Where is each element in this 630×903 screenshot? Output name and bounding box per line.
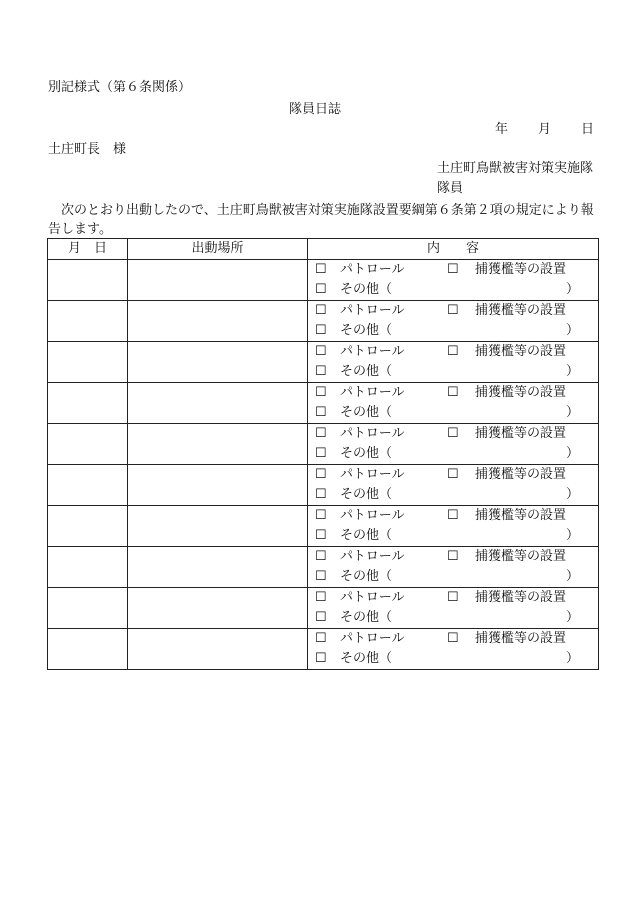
date-year-label: 年 xyxy=(494,122,508,137)
content-cell xyxy=(308,588,599,629)
table-row xyxy=(48,383,599,424)
trap-label: 捕獲檻等の設置 xyxy=(475,262,567,277)
content-line-1 xyxy=(308,383,598,403)
content-cell xyxy=(308,506,599,547)
column-header-content: 内 容 xyxy=(308,239,599,260)
other-label: その他（ xyxy=(340,610,393,625)
content-line-1 xyxy=(308,588,598,608)
column-header-date: 月 日 xyxy=(48,239,128,260)
other-label: その他（ xyxy=(340,405,393,420)
trap-label: 捕獲檻等の設置 xyxy=(475,508,567,523)
date-cell[interactable] xyxy=(48,301,128,342)
table-row xyxy=(48,424,599,465)
patrol-label: パトロール xyxy=(340,631,405,646)
other-checkbox[interactable]: ☐ xyxy=(315,651,327,666)
form-type-label: 別記様式（第６条関係） xyxy=(48,80,192,95)
content-line-2 xyxy=(308,485,598,505)
patrol-label: パトロール xyxy=(340,426,405,441)
date-line xyxy=(465,122,594,138)
other-close-paren: ） xyxy=(566,282,580,297)
other-close-paren: ） xyxy=(566,405,580,420)
patrol-label: パトロール xyxy=(340,549,405,564)
date-cell[interactable] xyxy=(48,588,128,629)
patrol-checkbox[interactable]: ☐ xyxy=(315,262,327,277)
content-line-2 xyxy=(308,362,598,382)
place-cell[interactable] xyxy=(128,465,308,506)
patrol-checkbox[interactable]: ☐ xyxy=(315,508,327,523)
other-close-paren: ） xyxy=(566,323,580,338)
other-checkbox[interactable]: ☐ xyxy=(315,323,327,338)
date-cell[interactable] xyxy=(48,465,128,506)
place-cell[interactable] xyxy=(128,342,308,383)
content-line-1 xyxy=(308,629,598,649)
patrol-checkbox[interactable]: ☐ xyxy=(315,385,327,400)
patrol-label: パトロール xyxy=(340,385,405,400)
other-close-paren: ） xyxy=(566,651,580,666)
place-cell[interactable] xyxy=(128,424,308,465)
content-line-1 xyxy=(308,342,598,362)
table-body xyxy=(48,260,599,670)
recipient: 土庄町長 様 xyxy=(48,142,127,157)
content-cell xyxy=(308,342,599,383)
content-cell xyxy=(308,629,599,670)
other-label: その他（ xyxy=(340,446,393,461)
patrol-label: パトロール xyxy=(340,344,405,359)
trap-checkbox[interactable]: ☐ xyxy=(447,385,459,400)
content-line-1 xyxy=(308,424,598,444)
patrol-label: パトロール xyxy=(340,590,405,605)
date-month-label: 月 xyxy=(537,122,551,137)
other-label: その他（ xyxy=(340,569,393,584)
content-line-1 xyxy=(308,465,598,485)
trap-checkbox[interactable]: ☐ xyxy=(447,303,459,318)
place-cell[interactable] xyxy=(128,547,308,588)
other-checkbox[interactable]: ☐ xyxy=(315,282,327,297)
patrol-label: パトロール xyxy=(340,303,405,318)
place-cell[interactable] xyxy=(128,301,308,342)
other-close-paren: ） xyxy=(566,487,580,502)
other-checkbox[interactable]: ☐ xyxy=(315,487,327,502)
other-close-paren: ） xyxy=(566,569,580,584)
trap-checkbox[interactable]: ☐ xyxy=(447,508,459,523)
other-close-paren: ） xyxy=(566,610,580,625)
content-line-2 xyxy=(308,649,598,669)
content-line-2 xyxy=(308,321,598,341)
date-cell[interactable] xyxy=(48,424,128,465)
content-cell xyxy=(308,260,599,301)
patrol-checkbox[interactable]: ☐ xyxy=(315,631,327,646)
table-row xyxy=(48,465,599,506)
table-row xyxy=(48,342,599,383)
date-cell[interactable] xyxy=(48,260,128,301)
content-cell xyxy=(308,424,599,465)
trap-checkbox[interactable]: ☐ xyxy=(447,426,459,441)
date-day-label: 日 xyxy=(580,122,594,137)
other-label: その他（ xyxy=(340,651,393,666)
table-row xyxy=(48,547,599,588)
duty-log-table xyxy=(47,238,599,670)
content-cell xyxy=(308,383,599,424)
patrol-checkbox[interactable]: ☐ xyxy=(315,303,327,318)
trap-checkbox[interactable]: ☐ xyxy=(447,467,459,482)
trap-checkbox[interactable]: ☐ xyxy=(447,590,459,605)
trap-checkbox[interactable]: ☐ xyxy=(447,631,459,646)
date-cell[interactable] xyxy=(48,629,128,670)
page-title: 隊員日誌 xyxy=(288,102,341,117)
date-cell[interactable] xyxy=(48,383,128,424)
content-cell xyxy=(308,547,599,588)
trap-label: 捕獲檻等の設置 xyxy=(475,426,567,441)
other-checkbox[interactable]: ☐ xyxy=(315,446,327,461)
content-line-1 xyxy=(308,547,598,567)
trap-label: 捕獲檻等の設置 xyxy=(475,303,567,318)
trap-label: 捕獲檻等の設置 xyxy=(475,467,567,482)
patrol-label: パトロール xyxy=(340,508,405,523)
patrol-checkbox[interactable]: ☐ xyxy=(315,549,327,564)
other-label: その他（ xyxy=(340,323,393,338)
place-cell[interactable] xyxy=(128,629,308,670)
content-line-2 xyxy=(308,567,598,587)
patrol-label: パトロール xyxy=(340,262,405,277)
trap-checkbox[interactable]: ☐ xyxy=(447,344,459,359)
organization-name: 土庄町鳥獣被害対策実施隊 xyxy=(437,161,594,176)
trap-label: 捕獲檻等の設置 xyxy=(475,631,567,646)
content-line-1 xyxy=(308,506,598,526)
other-checkbox[interactable]: ☐ xyxy=(315,610,327,625)
other-close-paren: ） xyxy=(566,528,580,543)
content-line-2 xyxy=(308,608,598,628)
other-label: その他（ xyxy=(340,364,393,379)
table-row xyxy=(48,301,599,342)
patrol-checkbox[interactable]: ☐ xyxy=(315,344,327,359)
content-line-1 xyxy=(308,260,598,280)
other-label: その他（ xyxy=(340,487,393,502)
content-line-1 xyxy=(308,301,598,321)
date-cell[interactable] xyxy=(48,506,128,547)
trap-label: 捕獲檻等の設置 xyxy=(475,549,567,564)
other-label: その他（ xyxy=(340,528,393,543)
table-row xyxy=(48,588,599,629)
other-close-paren: ） xyxy=(566,364,580,379)
place-cell[interactable] xyxy=(128,506,308,547)
table-row xyxy=(48,506,599,547)
column-header-place: 出動場所 xyxy=(128,239,308,260)
content-cell xyxy=(308,301,599,342)
patrol-checkbox[interactable]: ☐ xyxy=(315,426,327,441)
report-statement: 次のとおり出動したので、土庄町鳥獣被害対策実施隊設置要綱第６条第２項の規定により報告します。 xyxy=(48,203,594,237)
trap-checkbox[interactable]: ☐ xyxy=(447,549,459,564)
content-line-2 xyxy=(308,444,598,464)
trap-label: 捕獲檻等の設置 xyxy=(475,590,567,605)
place-cell[interactable] xyxy=(128,588,308,629)
content-line-2 xyxy=(308,526,598,546)
place-cell[interactable] xyxy=(128,383,308,424)
table-header-row xyxy=(48,239,599,260)
other-checkbox[interactable]: ☐ xyxy=(315,569,327,584)
other-checkbox[interactable]: ☐ xyxy=(315,364,327,379)
table-row xyxy=(48,260,599,301)
trap-checkbox[interactable]: ☐ xyxy=(447,262,459,277)
other-checkbox[interactable]: ☐ xyxy=(315,405,327,420)
patrol-checkbox[interactable]: ☐ xyxy=(315,590,327,605)
patrol-label: パトロール xyxy=(340,467,405,482)
date-cell[interactable] xyxy=(48,342,128,383)
patrol-checkbox[interactable]: ☐ xyxy=(315,467,327,482)
date-cell[interactable] xyxy=(48,547,128,588)
other-checkbox[interactable]: ☐ xyxy=(315,528,327,543)
table-row xyxy=(48,629,599,670)
trap-label: 捕獲檻等の設置 xyxy=(475,344,567,359)
other-label: その他（ xyxy=(340,282,393,297)
other-close-paren: ） xyxy=(566,446,580,461)
content-line-2 xyxy=(308,280,598,300)
place-cell[interactable] xyxy=(128,260,308,301)
content-cell xyxy=(308,465,599,506)
content-line-2 xyxy=(308,403,598,423)
trap-label: 捕獲檻等の設置 xyxy=(475,385,567,400)
member-label: 隊員 xyxy=(437,181,464,196)
